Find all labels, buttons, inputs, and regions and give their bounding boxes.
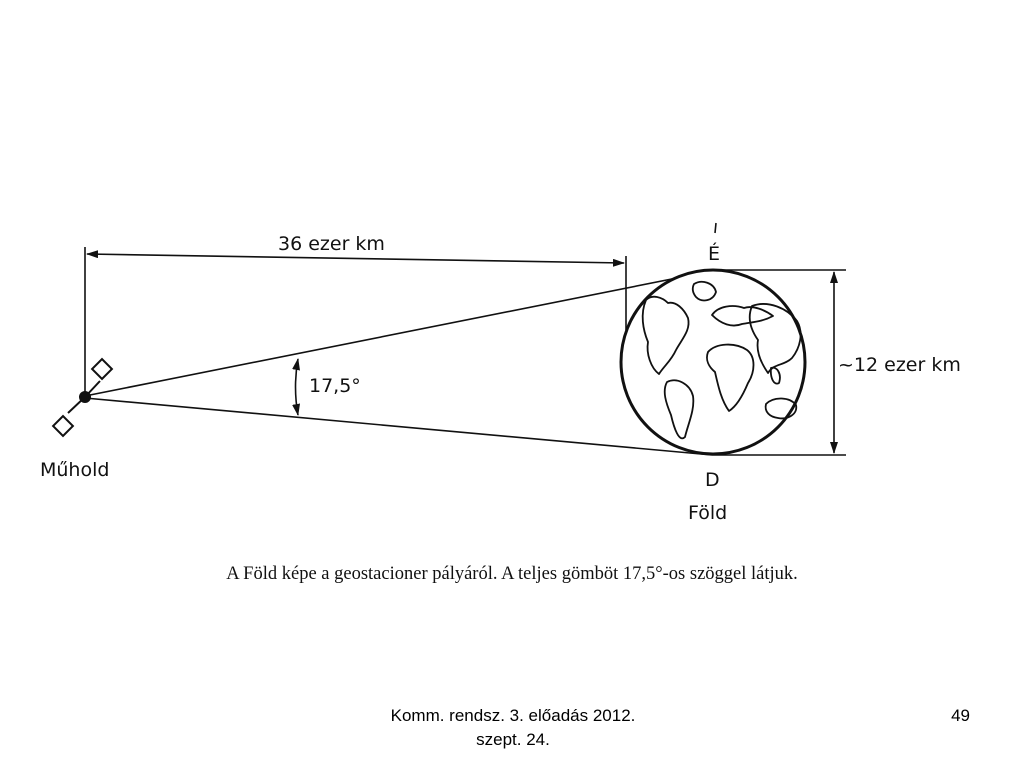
earth-label: Föld [688, 502, 728, 524]
satellite-icon [53, 359, 112, 436]
figure-caption: A Föld képe a geostacioner pályáról. A teljes gömböt 17,5°-os szöggel látjuk. [226, 564, 798, 584]
earth-globe [621, 270, 805, 454]
south-label: D [705, 469, 720, 491]
page-number: 49 [951, 706, 970, 725]
angle-label: 17,5° [309, 375, 361, 397]
north-tick [715, 223, 716, 233]
sight-line-bottom [85, 398, 712, 455]
satellite-label: Műhold [40, 459, 110, 481]
footer-text [348, 704, 678, 752]
sight-line-top [85, 271, 712, 396]
diameter-label: ~12 ezer km [838, 354, 961, 376]
distance-label: 36 ezer km [278, 233, 385, 255]
distance-arrow [87, 254, 624, 263]
north-label: É [708, 243, 721, 265]
footer-line-2: szept. 24. [476, 730, 550, 749]
angle-arc [296, 359, 299, 415]
footer-line-1: Komm. rendsz. 3. előadás 2012. [390, 706, 636, 725]
